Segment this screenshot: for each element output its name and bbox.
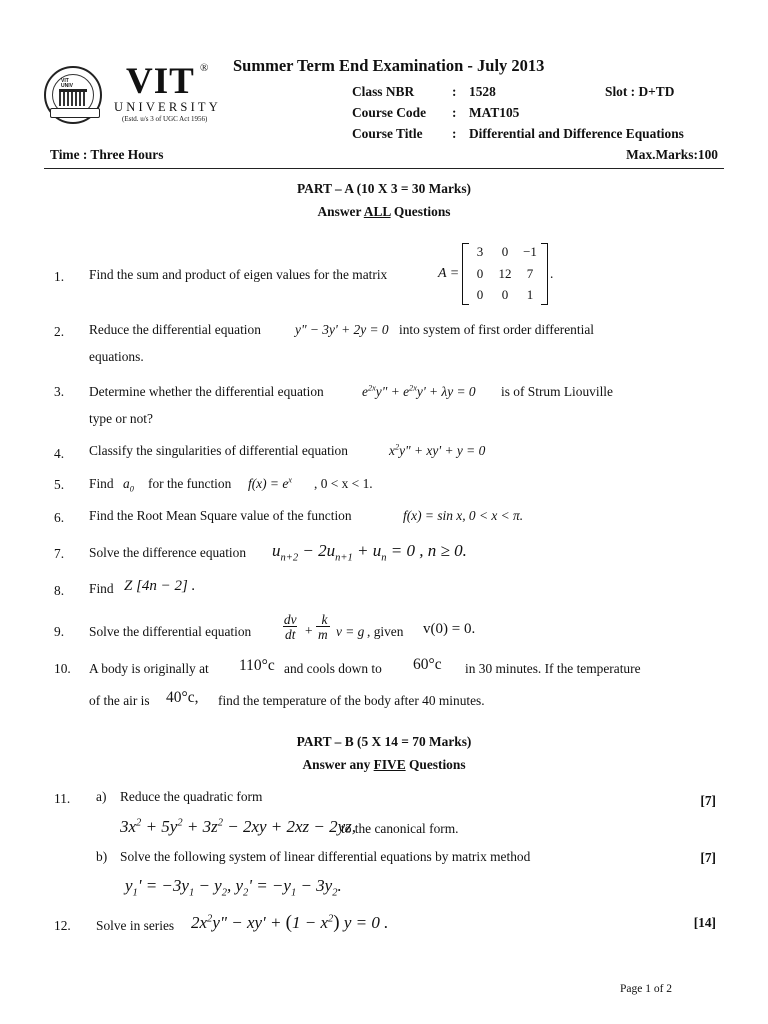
question-number: 2. <box>54 324 65 339</box>
class-nbr-label: Class NBR <box>352 84 415 99</box>
logo-established: (Estd. u/s 3 of UGC Act 1956) <box>122 115 208 123</box>
part-a-instruction: Answer ALL Questions <box>317 204 451 219</box>
equation: $e^{2x}y$" + $e^{2x}y' + \lambda y = 0$ <box>362 383 476 399</box>
logo-university: UNIVERSITY <box>114 100 221 114</box>
marks: [7] <box>700 793 716 808</box>
slot: Slot : D+TD <box>605 84 675 99</box>
course-code-label: Course Code <box>352 105 427 120</box>
course-code-value: MAT105 <box>469 105 520 120</box>
question-number: 1. <box>54 269 65 284</box>
question-text-line2: type or not? <box>89 411 153 426</box>
question-number: 4. <box>54 446 65 461</box>
quadratic-form: $3x^2 + 5y^2 + 3z^2 - 2xy + 2xz - 2yz$, <box>120 817 357 836</box>
plus: + <box>305 623 313 638</box>
temperature-air: 40°c, <box>166 689 199 706</box>
given-label: , given <box>367 624 404 639</box>
question-text-tail: to the canonical form. <box>341 821 459 836</box>
question-number: 9. <box>54 624 65 639</box>
question-text: Solve in series <box>96 918 175 933</box>
sub-question-label: a) <box>96 789 107 804</box>
question-text: Classify the singularities of differential equation <box>89 443 348 458</box>
difference-equation: $u_{n+2} - 2u_{n+1} + u_n = 0$ , n ≥ 0. <box>272 541 467 564</box>
exam-time: Time : Three Hours <box>50 147 164 162</box>
part-a-title: PART – A (10 X 3 = 30 Marks) <box>296 181 472 196</box>
punctuation: . <box>550 266 554 281</box>
initial-condition: v(0) = 0. <box>423 621 476 637</box>
question-text: Find the Root Mean Square value of the function <box>89 508 352 523</box>
question-number: 5. <box>54 477 65 492</box>
series-equation: $2x^2y$" − $xy' + (1 - x^2)$ y = 0 . <box>191 912 389 933</box>
matrix: 3 0 −1 0 12 7 0 0 1 <box>462 243 548 305</box>
equation: v = g <box>336 624 365 639</box>
question-number: 11. <box>54 791 71 806</box>
question-number: 7. <box>54 546 65 561</box>
course-title-label: Course Title <box>352 126 423 141</box>
question-text-line2: find the temperature of the body after 40 minutes. <box>218 693 485 708</box>
equation: $x^2y$" + xy' + y = 0 <box>389 442 486 458</box>
question-text: Find <box>89 581 114 596</box>
max-marks: Max.Marks:100 <box>626 147 718 162</box>
equation: f(x) = sin x, 0 < x < π. <box>403 508 524 523</box>
question-text: Reduce the differential equation <box>89 322 261 337</box>
question-text-mid: for the function <box>148 476 232 491</box>
fraction-k-m: k m <box>318 612 328 642</box>
registered-mark: ® <box>200 62 209 74</box>
colon: : <box>452 84 457 99</box>
question-text-line2: equations. <box>89 349 144 364</box>
course-title-value: Differential and Difference Equations <box>469 126 684 141</box>
equation: y" − 3y' + 2y = 0 <box>295 322 389 337</box>
colon: : <box>452 126 457 141</box>
equation-tail: , 0 < x < 1. <box>314 476 373 491</box>
question-text: Solve the following system of linear differential equations by matrix method <box>120 849 531 864</box>
header-divider <box>44 168 724 169</box>
question-text-tail: into system of first order differential <box>399 322 594 337</box>
question-text-mid: and cools down to <box>284 661 382 676</box>
question-text-line2: of the air is <box>89 693 150 708</box>
colon: : <box>452 105 457 120</box>
marks: [7] <box>700 850 716 865</box>
question-number: 6. <box>54 510 65 525</box>
university-seal-icon: VIT UNIV <box>44 66 102 124</box>
fraction-dv-dt: dv dt <box>283 612 297 642</box>
question-text: A body is originally at <box>89 661 209 676</box>
question-number: 10. <box>54 661 71 676</box>
part-b-title: PART – B (5 X 14 = 70 Marks) <box>296 734 472 749</box>
question-text: Solve the difference equation <box>89 545 247 560</box>
logo-wordmark: VIT <box>126 61 195 102</box>
part-b-instruction: Answer any FIVE Questions <box>302 757 466 772</box>
question-number: 3. <box>54 384 65 399</box>
question-text: Determine whether the differential equation <box>89 384 324 399</box>
exam-title: Summer Term End Examination - July 2013 <box>233 56 545 75</box>
question-text: Reduce the quadratic form <box>120 789 263 804</box>
marks: [14] <box>693 915 716 930</box>
class-nbr-value: 1528 <box>469 84 496 99</box>
page-number: Page 1 of 2 <box>620 983 673 995</box>
temperature-initial: 110°c <box>239 657 275 674</box>
sub-question-label: b) <box>96 849 108 864</box>
symbol-a0: $a_0$ <box>123 476 134 494</box>
question-number: 12. <box>54 918 71 933</box>
equation: $f(x) = e^x$ <box>248 475 292 491</box>
question-text-tail: in 30 minutes. If the temperature <box>465 661 641 676</box>
question-number: 8. <box>54 583 65 598</box>
z-transform: Z [4n − 2] . <box>124 578 196 594</box>
question-text: Find <box>89 476 114 491</box>
vit-university-logo <box>44 62 234 124</box>
temperature-final: 60°c <box>413 656 442 673</box>
question-text: Find the sum and product of eigen values for the matrix <box>89 267 388 282</box>
question-text-tail: is of Strum Liouville <box>501 384 613 399</box>
question-text: Solve the differential equation <box>89 624 252 639</box>
linear-system: $y_1' = -3y_1 - y_2$, $y_2' = -y_1 - 3y_2$. <box>125 876 342 899</box>
matrix-label: A = <box>438 266 460 281</box>
